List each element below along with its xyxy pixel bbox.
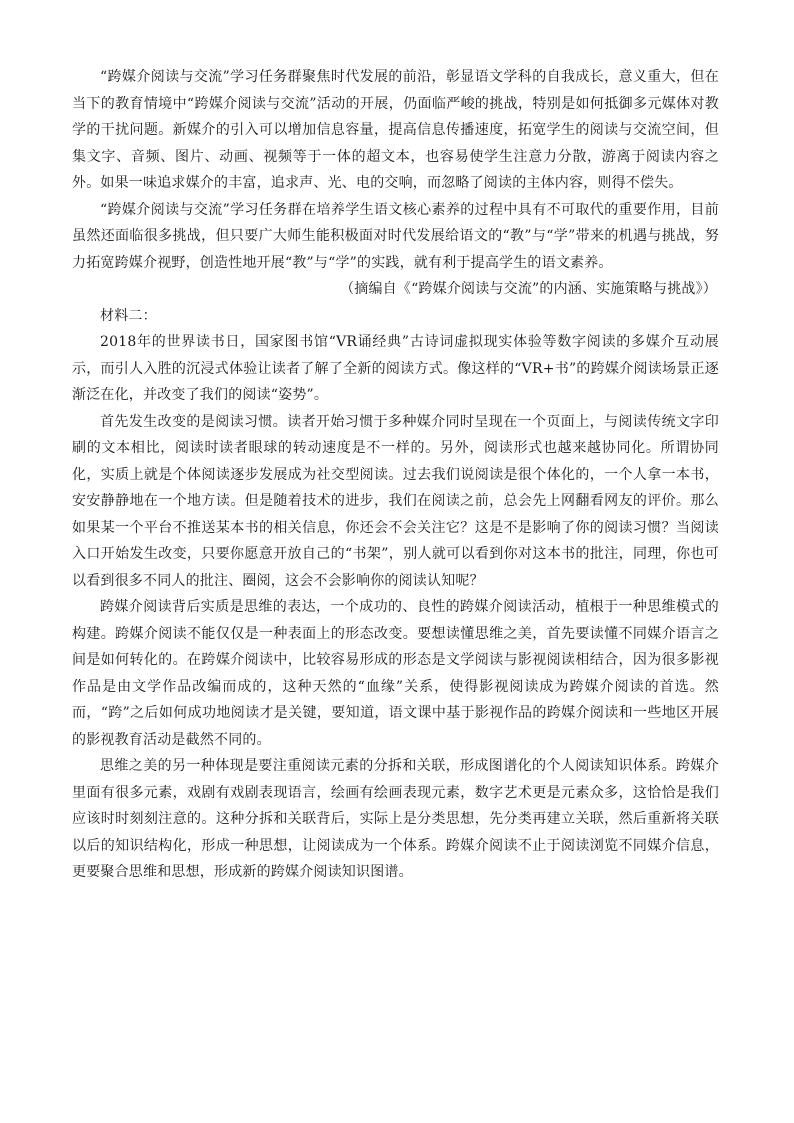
material-label: 材料二：	[100, 307, 157, 324]
paragraph-1: “跨媒介阅读与交流”学习任务群聚焦时代发展的前沿，彰显语文学科的自我成长，意义重大，但在当下的教育情境中“跨媒介阅读与交流”活动的开展，仍面临严峻的挑战，特别是如何抵御多元媒体对教学的干扰问题。新媒介的引入可以增加信息容量，提高信息传播速度，拓宽学生的阅读与交流空间，但集文字、音频、图片、动画、视频等于一体的超文本，也容易使学生注意力分散，游离于阅读内容之外。如果一味追求媒介的丰富，追求声、光、电的交响，而忽略了阅读的主体内容，则得不偿失。	[72, 69, 719, 191]
paragraph-2: “跨媒介阅读与交流”学习任务群在培养学生语文核心素养的过程中具有不可取代的重要作用，目前虽然还面临很多挑战，但只要广大师生能积极面对时代发展给语文的“教”与“学”带来的机遇与挑战，努力拓宽跨媒介视野，创造性地开展“教”与“学”的实践，就有利于提高学生的语文素养。	[72, 201, 719, 271]
document-page	[72, 64, 719, 886]
paragraph-5: 跨媒介阅读背后实质是思维的表达，一个成功的、良性的跨媒介阅读活动，植根于一种思维模式的构建。跨媒介阅读不能仅仅是一种表面上的形态改变。要想读懂思维之美，首先要读懂不同媒介语言之间是如何转化的。在跨媒介阅读中，比较容易形成的形态是文学阅读与影视阅读相结合，因为很多影视作品是由文学作品改编而成的，这种天然的“血缘”关系，使得影视阅读成为跨媒介阅读的首选。然而，“跨”之后如何成功地阅读才是关键，要知道，语文课中基于影视作品的跨媒介阅读和一些地区开展的影视教育活动是截然不同的。	[72, 599, 719, 748]
source-citation: （摘编自《“跨媒介阅读与交流”的内涵、实施策略与挑战》）	[340, 281, 717, 297]
paragraph-6: 思维之美的另一种体现是要注重阅读元素的分拆和关联，形成图谱化的个人阅读知识体系。跨媒介里面有很多元素，戏剧有戏剧表现语言，绘画有绘画表现元素，数字艺术更是元素众多，这恰恰是我们应该时时刻刻注意的。这种分拆和关联背后，实际上是分类思想，先分类再建立关联，然后重新将关联以后的知识结构化，形成一种思想，让阅读成为一个体系。跨媒介阅读不止于阅读浏览不同媒介信息，更要聚合思维和思想，形成新的跨媒介阅读知识图谱。	[72, 758, 719, 880]
paragraph-4: 首先发生改变的是阅读习惯。读者开始习惯于多种媒介同时呈现在一个页面上，与阅读传统文字印刷的文本相比，阅读时读者眼球的转动速度是不一样的。另外，阅读形式也越来越协同化。所谓协同化，实质上就是个体阅读逐步发展成为社交型阅读。过去我们说阅读是很个体化的，一个人拿一本书，安安静静地在一个地方读。但是随着技术的进步，我们在阅读之前，总会先上网翻看网友的评价。那么如果某一个平台不推送某本书的相关信息，你还会不会关注它？这是不是影响了你的阅读习惯？当阅读入口开始发生改变，只要你愿意开放自己的“书架”，别人就可以看到你对这本书的批注，同理，你也可以看到很多不同人的批注、圈阅，这会不会影响你的阅读认知呢？	[72, 413, 719, 589]
paragraph-3: 2018年的世界读书日，国家图书馆“VR诵经典”古诗词虚拟现实体验等数字阅读的多媒介互动展示，而引人入胜的沉浸式体验让读者了解了全新的阅读方式。像这样的“VR+书”的跨媒介阅读场景正逐渐泛在化，并改变了我们的阅读“姿势”。	[72, 334, 719, 403]
